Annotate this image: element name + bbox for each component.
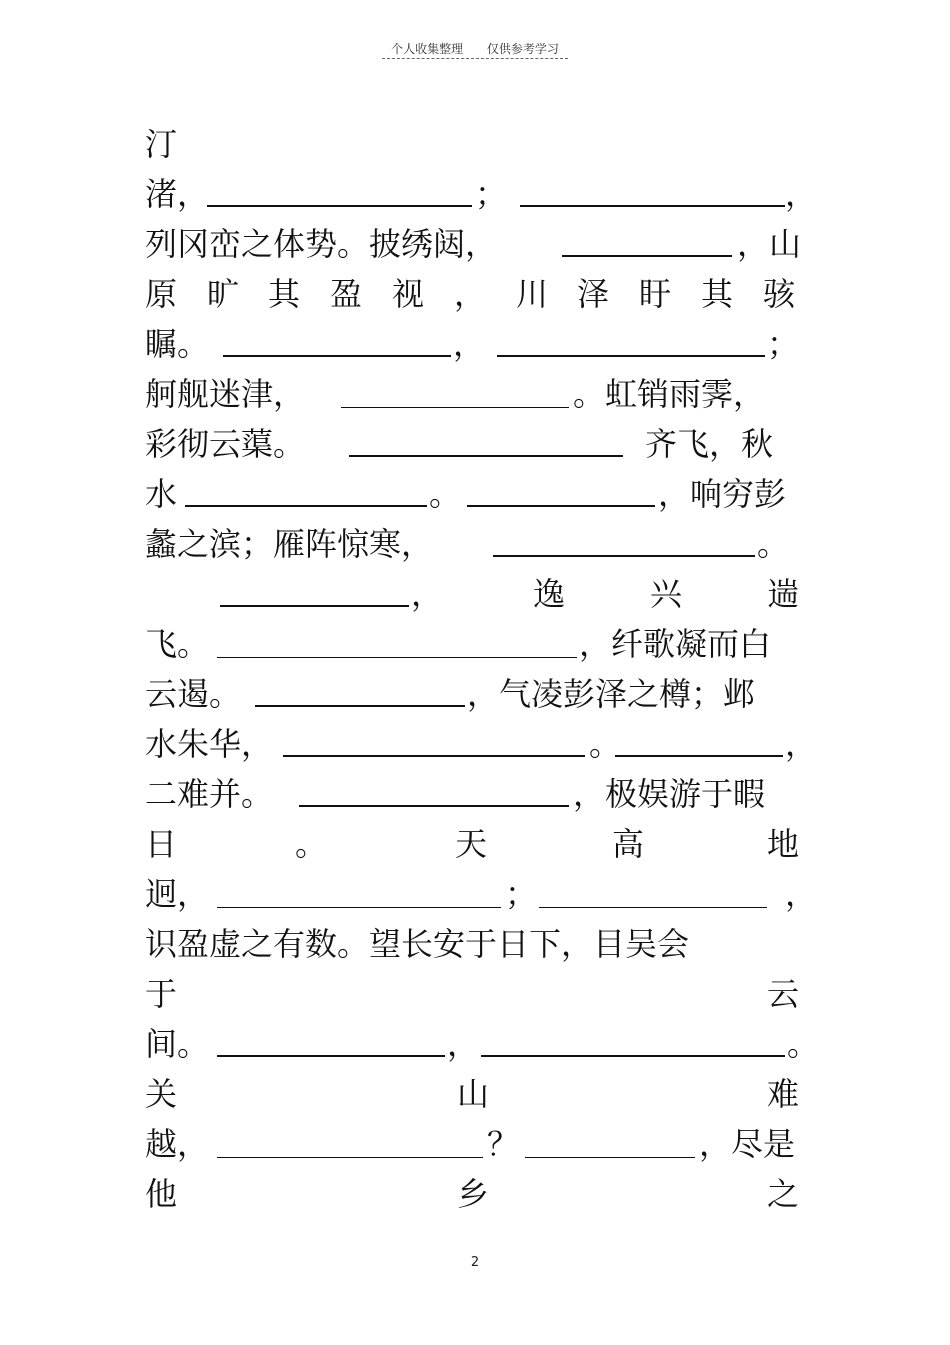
text-segment: 于: [145, 975, 178, 1013]
text-segment: 高: [612, 825, 645, 863]
text-segment: 山: [457, 1075, 490, 1113]
text-segment: 水朱华，: [145, 725, 274, 763]
text-segment: ，: [785, 875, 818, 913]
text-segment: ，: [785, 725, 818, 763]
header-divider: [382, 58, 568, 59]
text-line: [145, 224, 805, 264]
text-segment: ，: [454, 275, 487, 313]
fill-in-blank[interactable]: [255, 705, 465, 707]
text-line: [145, 424, 805, 464]
text-segment: 舸舰迷津，: [145, 375, 306, 413]
text-line: [145, 474, 805, 514]
fill-in-blank[interactable]: [220, 605, 409, 607]
text-segment: 盈: [330, 275, 363, 313]
fill-in-blank[interactable]: [497, 355, 765, 357]
fill-in-blank[interactable]: [481, 1055, 785, 1057]
fill-in-blank[interactable]: [299, 805, 569, 807]
text-segment: 。: [787, 1025, 820, 1063]
text-segment: 旷: [207, 275, 240, 313]
text-segment: 汀: [145, 125, 178, 163]
text-segment: 天: [455, 825, 488, 863]
fill-in-blank[interactable]: [349, 455, 623, 457]
text-line: [145, 574, 805, 614]
fill-in-blank[interactable]: [493, 555, 755, 557]
text-segment: 骇: [763, 275, 796, 313]
header-left-text: 个人收集整理: [391, 42, 464, 56]
fill-in-blank[interactable]: [467, 505, 655, 507]
text-segment: ，: [453, 325, 486, 363]
page-header: [0, 40, 950, 57]
text-segment: 云遏。: [145, 675, 242, 713]
text-segment: 飞。: [145, 625, 210, 663]
text-segment: 瞩。: [145, 325, 210, 363]
fill-in-blank[interactable]: [217, 657, 577, 658]
text-line: [145, 374, 805, 414]
text-segment: 遄: [767, 575, 800, 613]
text-segment: 迥，: [145, 875, 210, 913]
fill-in-blank[interactable]: [562, 255, 732, 257]
text-segment: 。: [429, 475, 462, 513]
text-segment: 原: [145, 275, 178, 313]
text-line: [145, 724, 818, 764]
text-segment: 视: [392, 275, 425, 313]
text-segment: 蠡之滨；雁阵惊寒，: [145, 525, 434, 563]
text-segment: 其: [268, 275, 301, 313]
text-segment: 彩彻云蕖。: [145, 425, 306, 463]
text-segment: 。: [757, 525, 790, 563]
fill-in-blank[interactable]: [185, 505, 427, 507]
text-segment: ；: [475, 175, 508, 213]
text-line: [145, 324, 805, 364]
text-line: [145, 974, 805, 1014]
text-segment: 齐飞，秋: [645, 425, 774, 463]
fill-in-blank[interactable]: [217, 1157, 483, 1158]
text-segment: 盱: [639, 275, 672, 313]
text-segment: ，: [447, 1025, 480, 1063]
text-segment: 云: [767, 975, 800, 1013]
fill-in-blank[interactable]: [207, 205, 472, 207]
fill-in-blank[interactable]: [223, 355, 451, 357]
text-segment: 泽: [577, 275, 610, 313]
text-segment: 之: [767, 1175, 800, 1213]
text-segment: ；: [767, 325, 800, 363]
text-segment: 他: [145, 1175, 178, 1213]
fill-in-blank[interactable]: [341, 407, 569, 408]
text-segment: 。: [295, 825, 328, 863]
text-segment: 关: [145, 1075, 178, 1113]
text-segment: 难: [767, 1075, 800, 1113]
text-segment: 水: [145, 475, 178, 513]
text-segment: 日: [145, 825, 178, 863]
text-segment: 越，: [145, 1125, 210, 1163]
text-line: [145, 674, 805, 714]
text-segment: ，: [785, 175, 818, 213]
fill-in-blank[interactable]: [217, 1055, 445, 1057]
fill-in-blank[interactable]: [520, 205, 785, 207]
text-segment: 地: [767, 825, 800, 863]
text-segment: ，: [411, 575, 444, 613]
text-segment: 二难并。: [145, 775, 274, 813]
fill-in-blank[interactable]: [217, 907, 501, 908]
text-segment: 列冈峦之体势。披绣闼，: [145, 225, 498, 263]
text-segment: ，纤歌凝而白: [579, 625, 772, 663]
header-right-text: 仅供参考学习: [486, 42, 559, 56]
text-segment: ，山: [737, 225, 802, 263]
fill-in-blank[interactable]: [615, 755, 783, 757]
text-line: [145, 1174, 805, 1214]
text-line: [145, 124, 805, 164]
page-number: 2: [470, 1255, 480, 1270]
fill-in-blank[interactable]: [525, 1157, 695, 1158]
text-line: [145, 524, 805, 564]
text-line: [145, 174, 818, 214]
text-segment: 。: [589, 725, 622, 763]
text-segment: 间。: [145, 1025, 210, 1063]
text-segment: 乡: [457, 1175, 490, 1213]
text-segment: 其: [701, 275, 734, 313]
text-segment: 兴: [650, 575, 683, 613]
text-line: [145, 1124, 805, 1164]
text-line: [145, 274, 805, 314]
text-line: [145, 874, 818, 914]
text-segment: 渚，: [145, 175, 210, 213]
text-segment: 川: [516, 275, 549, 313]
text-line: [145, 824, 805, 864]
text-segment: ？: [487, 1125, 520, 1163]
text-segment: 识盈虚之有数。望长安于日下，目吴会: [145, 925, 690, 963]
fill-in-blank[interactable]: [539, 907, 767, 908]
text-segment: ，响穷彭: [658, 475, 787, 513]
text-line: [145, 1024, 820, 1064]
text-line: [145, 624, 805, 664]
text-segment: ，尽是: [699, 1125, 796, 1163]
text-segment: 。虹销雨霁，: [573, 375, 766, 413]
text-line: [145, 924, 805, 964]
text-segment: ，气凌彭泽之樽；邺: [467, 675, 756, 713]
text-line: [145, 774, 805, 814]
text-segment: ；: [505, 875, 538, 913]
text-segment: 逸: [533, 575, 566, 613]
text-line: [145, 1074, 805, 1114]
text-segment: ，极娱游于暇: [573, 775, 766, 813]
fill-in-blank[interactable]: [283, 755, 585, 757]
